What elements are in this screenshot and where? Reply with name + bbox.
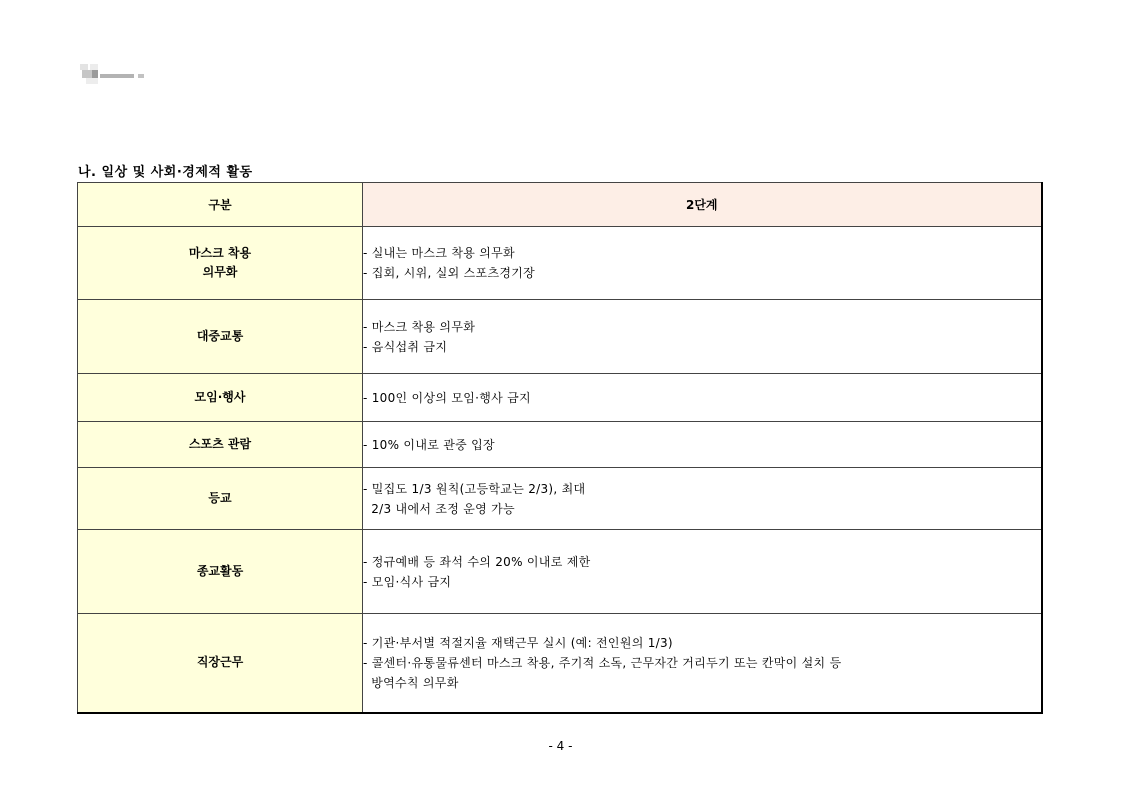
row-description	[363, 300, 1042, 374]
row-description	[363, 614, 1042, 713]
description-line: - 정규예배 등 좌석 수의 20% 이내로 제한	[363, 554, 591, 569]
row-description	[363, 468, 1042, 530]
row-category	[78, 227, 363, 300]
category-line: 모임·행사	[194, 390, 246, 404]
description-line: - 콜센터·유통물류센터 마스크 착용, 주기적 소독, 근무자간 거리두기 또는 칸막이 설치 등	[363, 655, 842, 670]
category-line: 스포츠 관람	[188, 437, 252, 451]
row-category	[78, 530, 363, 614]
description-line: - 기관·부서별 적절지율 재택근무 실시 (예: 전인원의 1/3)	[363, 635, 673, 650]
description-line: 방역수칙 의무화	[363, 675, 459, 690]
table-row	[78, 227, 1042, 300]
category-line: 마스크 착용	[188, 246, 252, 260]
row-category	[78, 468, 363, 530]
table-row	[78, 374, 1042, 422]
category-line: 직장근무	[196, 655, 244, 670]
description-line: - 100인 이상의 모임·행사 금지	[363, 390, 531, 405]
table-row	[78, 530, 1042, 614]
row-description	[363, 374, 1042, 422]
description-line: - 집회, 시위, 실외 스포츠경기장	[363, 266, 536, 280]
header-category: 구분	[78, 183, 363, 227]
category-line: 의무화	[202, 265, 238, 279]
row-category	[78, 422, 363, 468]
header-level: 2단계	[363, 183, 1042, 227]
blurred-logo	[80, 64, 160, 86]
row-description	[363, 422, 1042, 468]
category-line: 종교활동	[196, 564, 244, 578]
row-description	[363, 530, 1042, 614]
category-line: 등교	[208, 491, 232, 505]
row-description	[363, 227, 1042, 300]
table-row	[78, 614, 1042, 713]
table-row	[78, 300, 1042, 374]
row-category	[78, 374, 363, 422]
table-row	[78, 468, 1042, 530]
policy-table	[77, 182, 1043, 714]
description-line: - 음식섭취 금지	[363, 339, 448, 354]
description-line: - 마스크 착용 의무화	[363, 319, 476, 334]
description-line: - 모임·식사 금지	[363, 574, 452, 589]
table-header-row	[78, 183, 1042, 227]
description-line: - 실내는 마스크 착용 의무화	[363, 246, 515, 260]
section-title: 나. 일상 및 사회·경제적 활동	[78, 165, 253, 180]
description-line: 2/3 내에서 조정 운영 가능	[363, 501, 515, 516]
description-line: - 밀집도 1/3 원칙(고등학교는 2/3), 최대	[363, 481, 586, 496]
row-category	[78, 300, 363, 374]
page-number: - 4 -	[548, 739, 573, 753]
table-row	[78, 422, 1042, 468]
row-category	[78, 614, 363, 713]
category-line: 대중교통	[196, 329, 244, 343]
description-line: - 10% 이내로 관중 입장	[363, 437, 495, 452]
